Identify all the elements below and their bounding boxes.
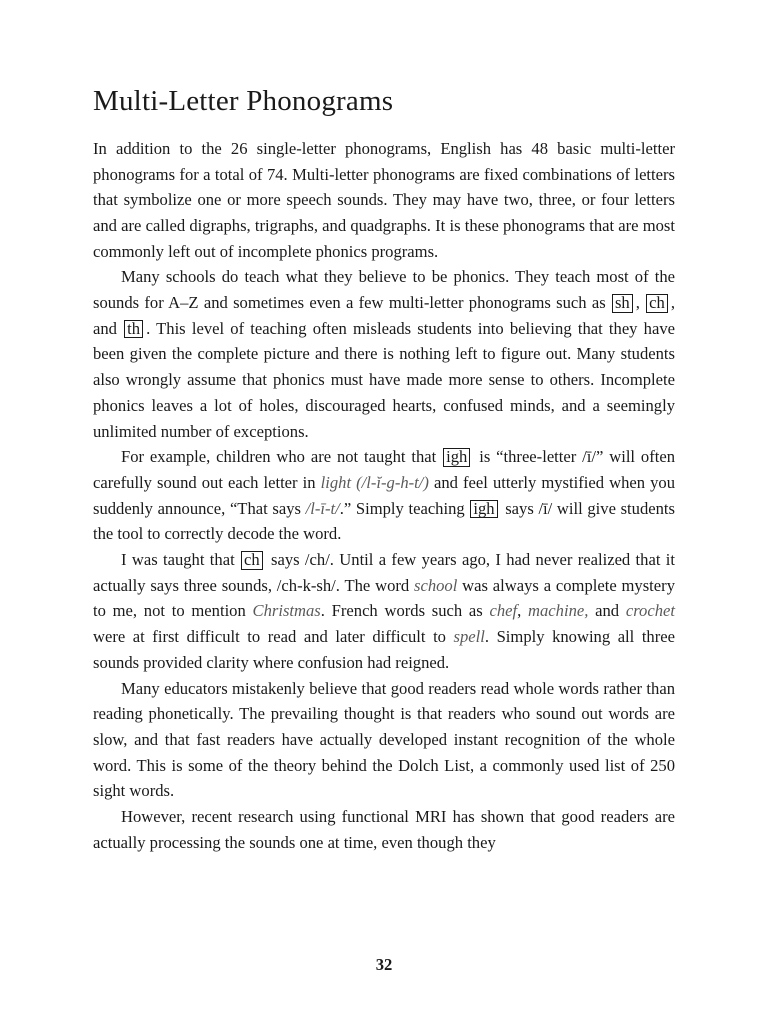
paragraph-4-text-d: . French words such as — [320, 601, 490, 621]
italic-crochet: crochet — [625, 601, 675, 621]
italic-pronunciation: /l-ī-t/ — [305, 498, 340, 518]
paragraph-4-text-h: . Simply knowing all three sounds provided clarity where confusion had reigned. — [93, 627, 675, 672]
paragraph-4-text-g: were at first difficult to read and later difficult to — [93, 627, 454, 647]
paragraph-3 — [93, 444, 675, 547]
phonogram-box-sh: sh — [612, 294, 633, 313]
paragraph-5: Many educators mistakenly believe that good readers read whole words rather than reading phonetically. The prevailing thought is that readers who sound out words are slow, and that fast readers have actually developed instant recognition of the whole word. This is some of the theory behind the Dolch List, a commonly used list of 250 sight words. — [93, 678, 675, 801]
page-number: 32 — [375, 955, 393, 974]
paragraph-3-text-b: is “three-letter /ī/” will often carefully sound out each letter in — [93, 447, 675, 492]
paragraph-2-text-a: Many schools do teach what they believe to be phonics. They teach most of the sounds for A–Z and sometimes even a few multi-letter phonograms such as — [93, 267, 675, 313]
paragraph-4 — [93, 547, 675, 676]
paragraph-2-text-b: , — [635, 293, 646, 313]
paragraph-2 — [93, 264, 675, 444]
paragraph-4-text-a: I was taught that — [121, 550, 241, 570]
italic-christmas: Christmas — [252, 601, 321, 621]
page-title: Multi-Letter Phonograms — [93, 85, 394, 117]
phonogram-box-igh: igh — [443, 448, 470, 467]
italic-chef: chef — [489, 601, 518, 621]
paragraph-2-text-d: . This level of teaching often misleads students into believing that they have been given the complete picture and there is nothing left to figure out. Many students also wrongly assume that phonics must have made more sense to others. Incomplete phonics leaves a lot of holes, discouraged hearts, confused minds, and a seemingly unlimited number of exceptions. — [93, 318, 676, 441]
paragraph-3-text-c: and feel utterly mystified when you suddenly announce, “That says — [93, 472, 675, 518]
italic-machine: machine, — [528, 601, 589, 621]
italic-spell: spell — [453, 627, 485, 647]
phonogram-box-igh-2: igh — [470, 500, 497, 519]
paragraph-4-text-f: and — [588, 601, 626, 621]
page-body — [93, 84, 675, 855]
phonogram-box-ch: ch — [646, 294, 668, 313]
phonogram-box-ch-2: ch — [241, 551, 263, 570]
paragraph-6: However, recent research using functional MRI has shown that good readers are actually processing the sounds one at time, even though they — [93, 807, 675, 852]
paragraph-4-text-c: was always a complete mystery to me, not to mention — [93, 575, 675, 621]
paragraph-4-text-b: says /ch/. Until a few years ago, I had never realized that it actually says three sounds, /ch-k-sh/. The word — [93, 550, 675, 595]
paragraph-2-text-c: , and — [93, 293, 675, 338]
paragraph-4-text-e: , — [517, 601, 529, 621]
paragraph-3-text-e: says /ī/ will give students the tool to correctly decode the word. — [93, 498, 675, 544]
phonogram-box-th: th — [124, 320, 143, 339]
italic-light-example: light (/l-ĭ-g-h-t/) — [320, 472, 429, 492]
italic-school: school — [414, 575, 458, 595]
paragraph-3-text-a: For example, children who are not taught that — [121, 447, 443, 467]
paragraph-1: In addition to the 26 single-letter phonograms, English has 48 basic multi-letter phonograms for a total of 74. Multi-letter phonograms are fixed combinations of letters that symbolize one or more speech sounds. They may have two, three, or four letters and are called digraphs, trigraphs, and quadgraphs. It is these phonograms that are most commonly left out of incomplete phonics programs. — [93, 138, 675, 261]
paragraph-3-text-d: .” Simply teaching — [339, 498, 470, 518]
